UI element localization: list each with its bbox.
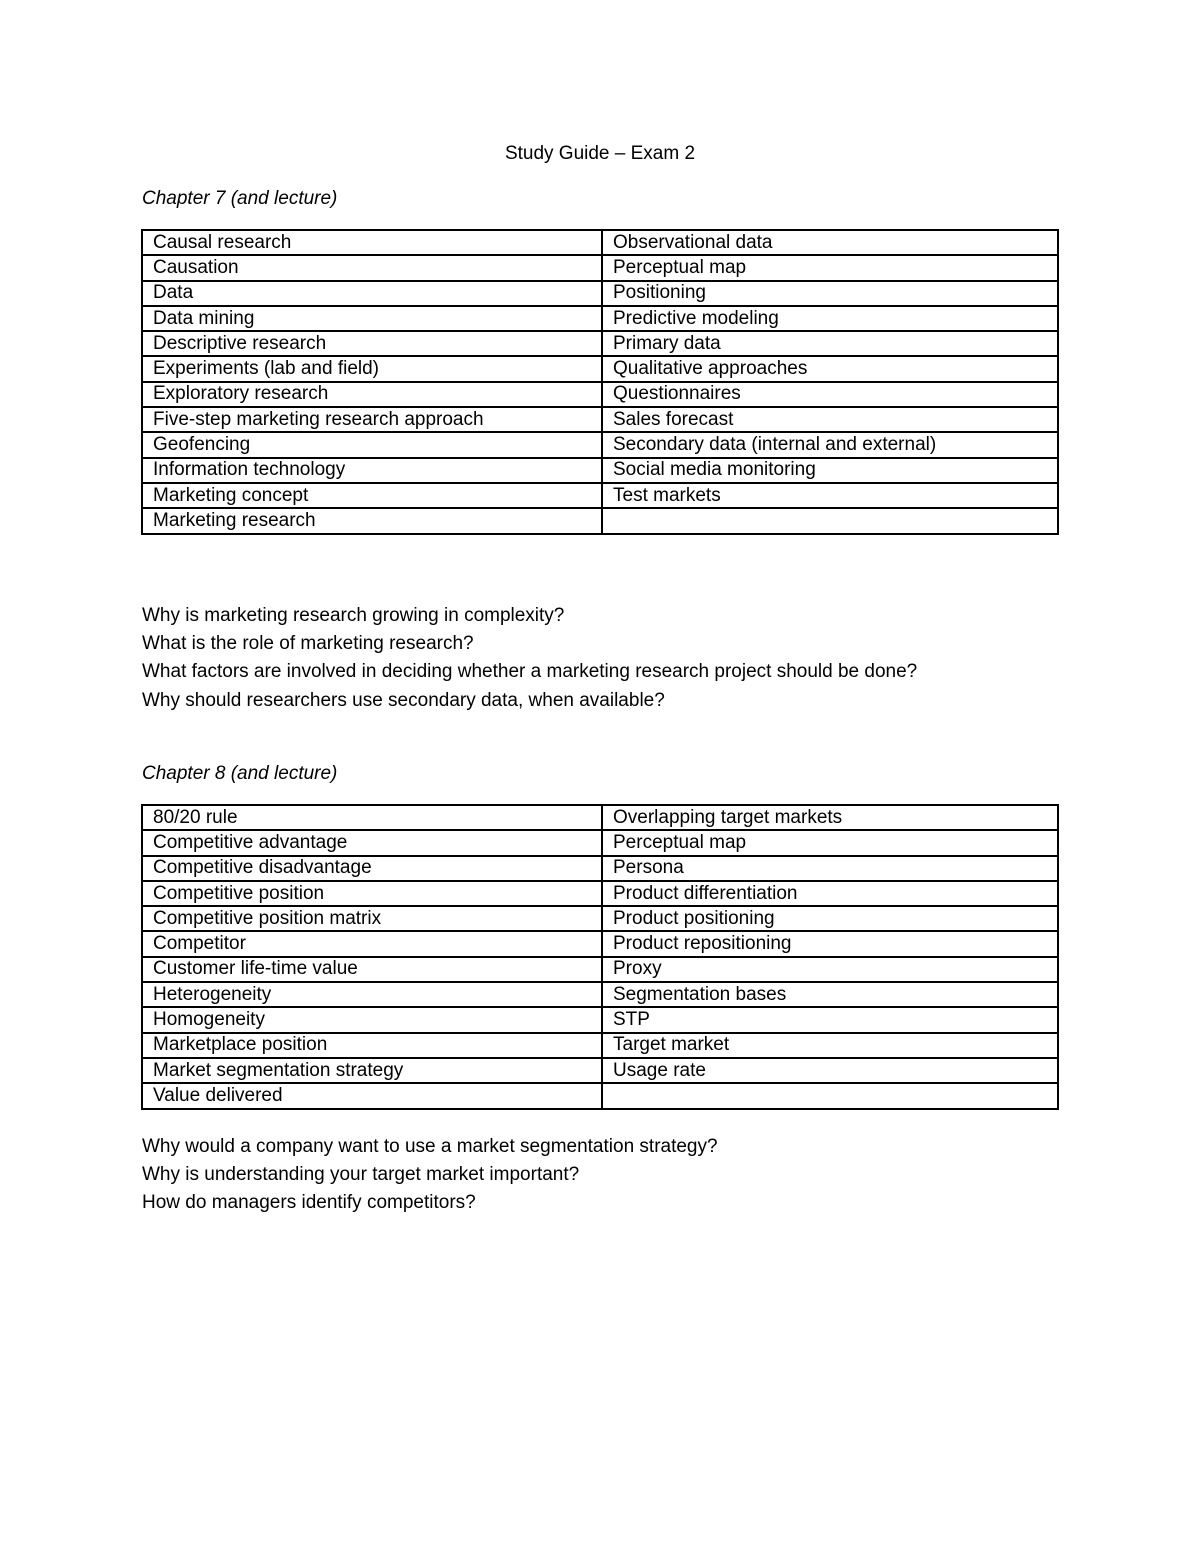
term-cell: Data mining [142,306,602,331]
table-row [142,483,1058,508]
table-row [142,432,1058,457]
term-cell: Competitive position matrix [142,906,602,931]
document-title: Study Guide – Exam 2 [504,143,696,164]
term-cell: Marketplace position [142,1033,602,1058]
chapter-7-heading: Chapter 7 (and lecture) [142,188,338,209]
term-cell: Descriptive research [142,331,602,356]
term-cell: Social media monitoring [602,458,1058,483]
table-row [142,508,1058,533]
term-cell: Competitive position [142,881,602,906]
term-cell: Five-step marketing research approach [142,407,602,432]
table-row [142,805,1058,830]
table-row [142,881,1058,906]
term-cell: Usage rate [602,1058,1058,1083]
term-cell: STP [602,1007,1058,1032]
term-cell [602,508,1058,533]
term-cell: Product positioning [602,906,1058,931]
table-row [142,906,1058,931]
term-cell: Product repositioning [602,931,1058,956]
table-row [142,957,1058,982]
term-cell: Primary data [602,331,1058,356]
term-cell: Test markets [602,483,1058,508]
term-cell: Competitive disadvantage [142,856,602,881]
question: What factors are involved in deciding whether a marketing research project should be done? [142,661,918,683]
term-cell: Data [142,281,602,306]
table-row [142,1058,1058,1083]
table-row [142,931,1058,956]
question: Why should researchers use secondary data, when available? [142,689,665,711]
term-cell: Target market [602,1033,1058,1058]
table-row [142,230,1058,255]
table-row [142,407,1058,432]
term-cell: Customer life-time value [142,957,602,982]
table-row [142,306,1058,331]
term-cell: Homogeneity [142,1007,602,1032]
term-cell: Predictive modeling [602,306,1058,331]
term-cell: Overlapping target markets [602,805,1058,830]
term-cell: Perceptual map [602,255,1058,280]
term-cell [602,1083,1058,1108]
term-cell: Observational data [602,230,1058,255]
table-row [142,830,1058,855]
term-cell: Secondary data (internal and external) [602,432,1058,457]
table-row [142,255,1058,280]
term-cell: Exploratory research [142,382,602,407]
term-cell: Competitor [142,931,602,956]
table-row [142,458,1058,483]
chapter-8-heading: Chapter 8 (and lecture) [142,763,338,784]
term-cell: Proxy [602,957,1058,982]
question: Why is marketing research growing in complexity? [142,605,565,626]
term-cell: Experiments (lab and field) [142,356,602,381]
term-cell: Perceptual map [602,830,1058,855]
term-cell: Questionnaires [602,382,1058,407]
question: Why is understanding your target market important? [142,1164,580,1186]
term-cell: Information technology [142,458,602,483]
term-cell: Geofencing [142,432,602,457]
chapter-7-questions [142,602,917,715]
question: What is the role of marketing research? [142,633,474,655]
table-row [142,331,1058,356]
term-cell: Sales forecast [602,407,1058,432]
term-cell: Market segmentation strategy [142,1058,602,1083]
term-cell: Value delivered [142,1083,602,1108]
table-row [142,1007,1058,1032]
term-cell: Heterogeneity [142,982,602,1007]
chapter-7-terms-table [141,229,1059,535]
table-row [142,356,1058,381]
term-cell: Positioning [602,281,1058,306]
term-cell: Segmentation bases [602,982,1058,1007]
term-cell: 80/20 rule [142,805,602,830]
term-cell: Marketing research [142,508,602,533]
term-cell: Product differentiation [602,881,1058,906]
table-row [142,1033,1058,1058]
term-cell: Causation [142,255,602,280]
table-row [142,281,1058,306]
term-cell: Marketing concept [142,483,602,508]
chapter-8-terms-table [141,804,1059,1110]
term-cell: Persona [602,856,1058,881]
table-row [142,382,1058,407]
question: How do managers identify competitors? [142,1192,476,1214]
question: Why would a company want to use a market segmentation strategy? [142,1136,718,1157]
term-cell: Qualitative approaches [602,356,1058,381]
term-cell: Causal research [142,230,602,255]
chapter-8-questions [142,1133,718,1218]
table-row [142,982,1058,1007]
table-row [142,856,1058,881]
table-row [142,1083,1058,1108]
term-cell: Competitive advantage [142,830,602,855]
